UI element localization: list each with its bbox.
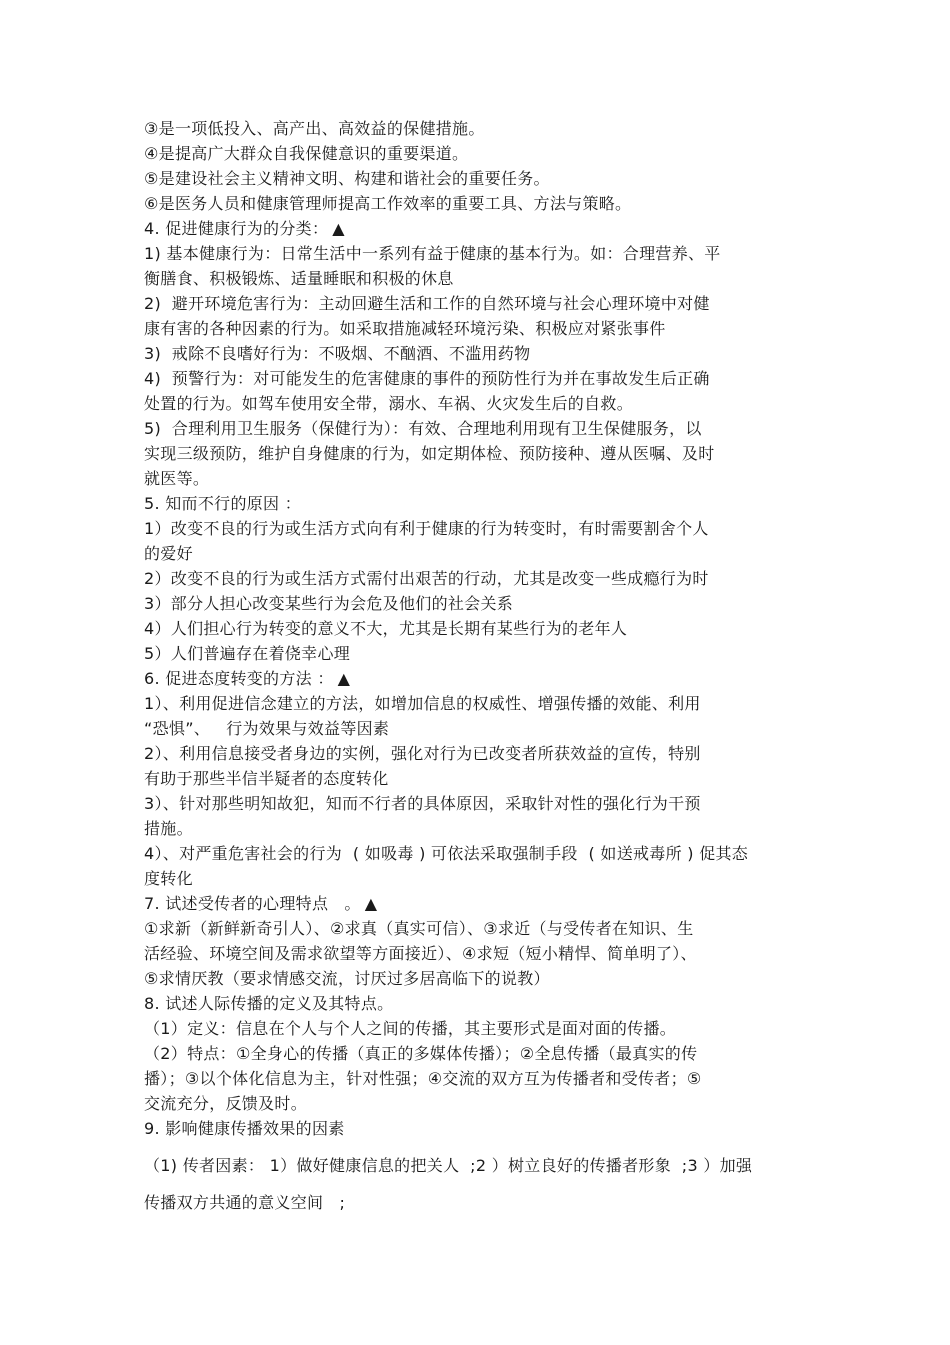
text-line: 实现三级预防，维护自身健康的行为，如定期体检、预防接种、遵从医嘱、及时: [144, 444, 715, 463]
text-line: 就医等。: [144, 469, 210, 488]
text-line: 5）人们普遍存在着侥幸心理: [144, 644, 351, 663]
text-line: ⑤求情厌教（要求情感交流，讨厌过多居高临下的说教）: [144, 969, 550, 988]
text-line: 活经验、环境空间及需求欲望等方面接近）、④求短（短小精悍、简单明了）、: [144, 944, 697, 963]
text-line: ⑥是医务人员和健康管理师提高工作效率的重要工具、方法与策略。: [144, 194, 632, 213]
triangle-marker-icon: ▲: [337, 669, 351, 688]
text-line: 2) 避开环境危害行为：主动回避生活和工作的自然环境与社会心理环境中对健: [144, 294, 710, 313]
text-line: 交流充分，反馈及时。: [144, 1094, 308, 1113]
text-line: 5) 合理利用卫生服务（保健行为）：有效、合理地利用现有卫生保健服务，以: [144, 419, 702, 438]
text-line: （1) 传者因素： 1）做好健康信息的把关人 ;2 ）树立良好的传播者形象 ;3 ）加强: [144, 1156, 753, 1175]
section-heading-9: 9. 影响健康传播效果的因素: [144, 1119, 345, 1138]
section-heading-6: [144, 669, 350, 689]
heading-text: 6. 促进态度转变的方法 ：: [144, 669, 334, 688]
text-line: 播）；③以个体化信息为主，针对性强；④交流的双方互为传播者和受传者；⑤: [144, 1069, 702, 1088]
text-line: 1）、利用促进信念建立的方法，如增加信息的权威性、增强传播的效能、利用: [144, 694, 701, 713]
text-line: 2）改变不良的行为或生活方式需付出艰苦的行动，尤其是改变一些成瘾行为时: [144, 569, 709, 588]
text-line: 的爱好: [144, 544, 193, 563]
section-heading-8: 8. 试述人际传播的定义及其特点。: [144, 994, 394, 1013]
text-line: 有助于那些半信半疑者的态度转化: [144, 769, 389, 788]
text-line: 3) 戒除不良嗜好行为：不吸烟、不酗酒、不滥用药物: [144, 344, 531, 363]
text-line: 传播双方共通的意义空间 ;: [144, 1193, 346, 1212]
text-line: 康有害的各种因素的行为。如采取措施减轻环境污染、积极应对紧张事件: [144, 319, 666, 338]
text-line: （2）特点：①全身心的传播（真正的多媒体传播）；②全息传播（最真实的传: [144, 1044, 698, 1063]
heading-text: 4. 促进健康行为的分类：: [144, 219, 329, 238]
text-line: 4）、对严重危害社会的行为 ( 如吸毒 ) 可依法采取强制手段 ( 如送戒毒所 ) 促其态: [144, 844, 749, 863]
text-line: 措施。: [144, 819, 193, 838]
section-heading-7: [144, 894, 377, 914]
text-line: “恐惧”、 行为效果与效益等因素: [144, 719, 390, 738]
text-line: 1）改变不良的行为或生活方式向有利于健康的行为转变时，有时需要割舍个人: [144, 519, 709, 538]
text-line: 3）、针对那些明知故犯，知而不行者的具体原因，采取针对性的强化行为干预: [144, 794, 701, 813]
text-line: 2）、利用信息接受者身边的实例，强化对行为已改变者所获效益的宣传，特别: [144, 744, 701, 763]
text-line: ④是提高广大群众自我保健意识的重要渠道。: [144, 144, 469, 163]
text-line: 3）部分人担心改变某些行为会危及他们的社会关系: [144, 594, 514, 613]
text-line: （1）定义：信息在个人与个人之间的传播，其主要形式是面对面的传播。: [144, 1019, 677, 1038]
text-line: 1) 基本健康行为：日常生活中一系列有益于健康的基本行为。如：合理营养、平: [144, 244, 721, 263]
section-heading-5: 5. 知而不行的原因 ：: [144, 494, 302, 513]
text-line: ⑤是建设社会主义精神文明、构建和谐社会的重要任务。: [144, 169, 550, 188]
triangle-marker-icon: ▲: [332, 219, 345, 238]
heading-text: 7. 试述受传者的心理特点 。: [144, 894, 361, 913]
text-line: ③是一项低投入、高产出、高效益的保健措施。: [144, 119, 485, 138]
text-line: 衡膳食、积极锻炼、适量睡眠和积极的休息: [144, 269, 454, 288]
section-heading-4: [144, 219, 345, 239]
text-line: ①求新（新鲜新奇引人）、②求真（真实可信）、③求近（与受传者在知识、生: [144, 919, 694, 938]
text-line: 4）人们担心行为转变的意义不大，尤其是长期有某些行为的老年人: [144, 619, 628, 638]
triangle-marker-icon: ▲: [364, 894, 378, 913]
text-line: 处置的行为。如驾车使用安全带，溺水、车祸、火灾发生后的自救。: [144, 394, 634, 413]
text-line: 4) 预警行为：对可能发生的危害健康的事件的预防性行为并在事故发生后正确: [144, 369, 710, 388]
text-line: 度转化: [144, 869, 193, 888]
